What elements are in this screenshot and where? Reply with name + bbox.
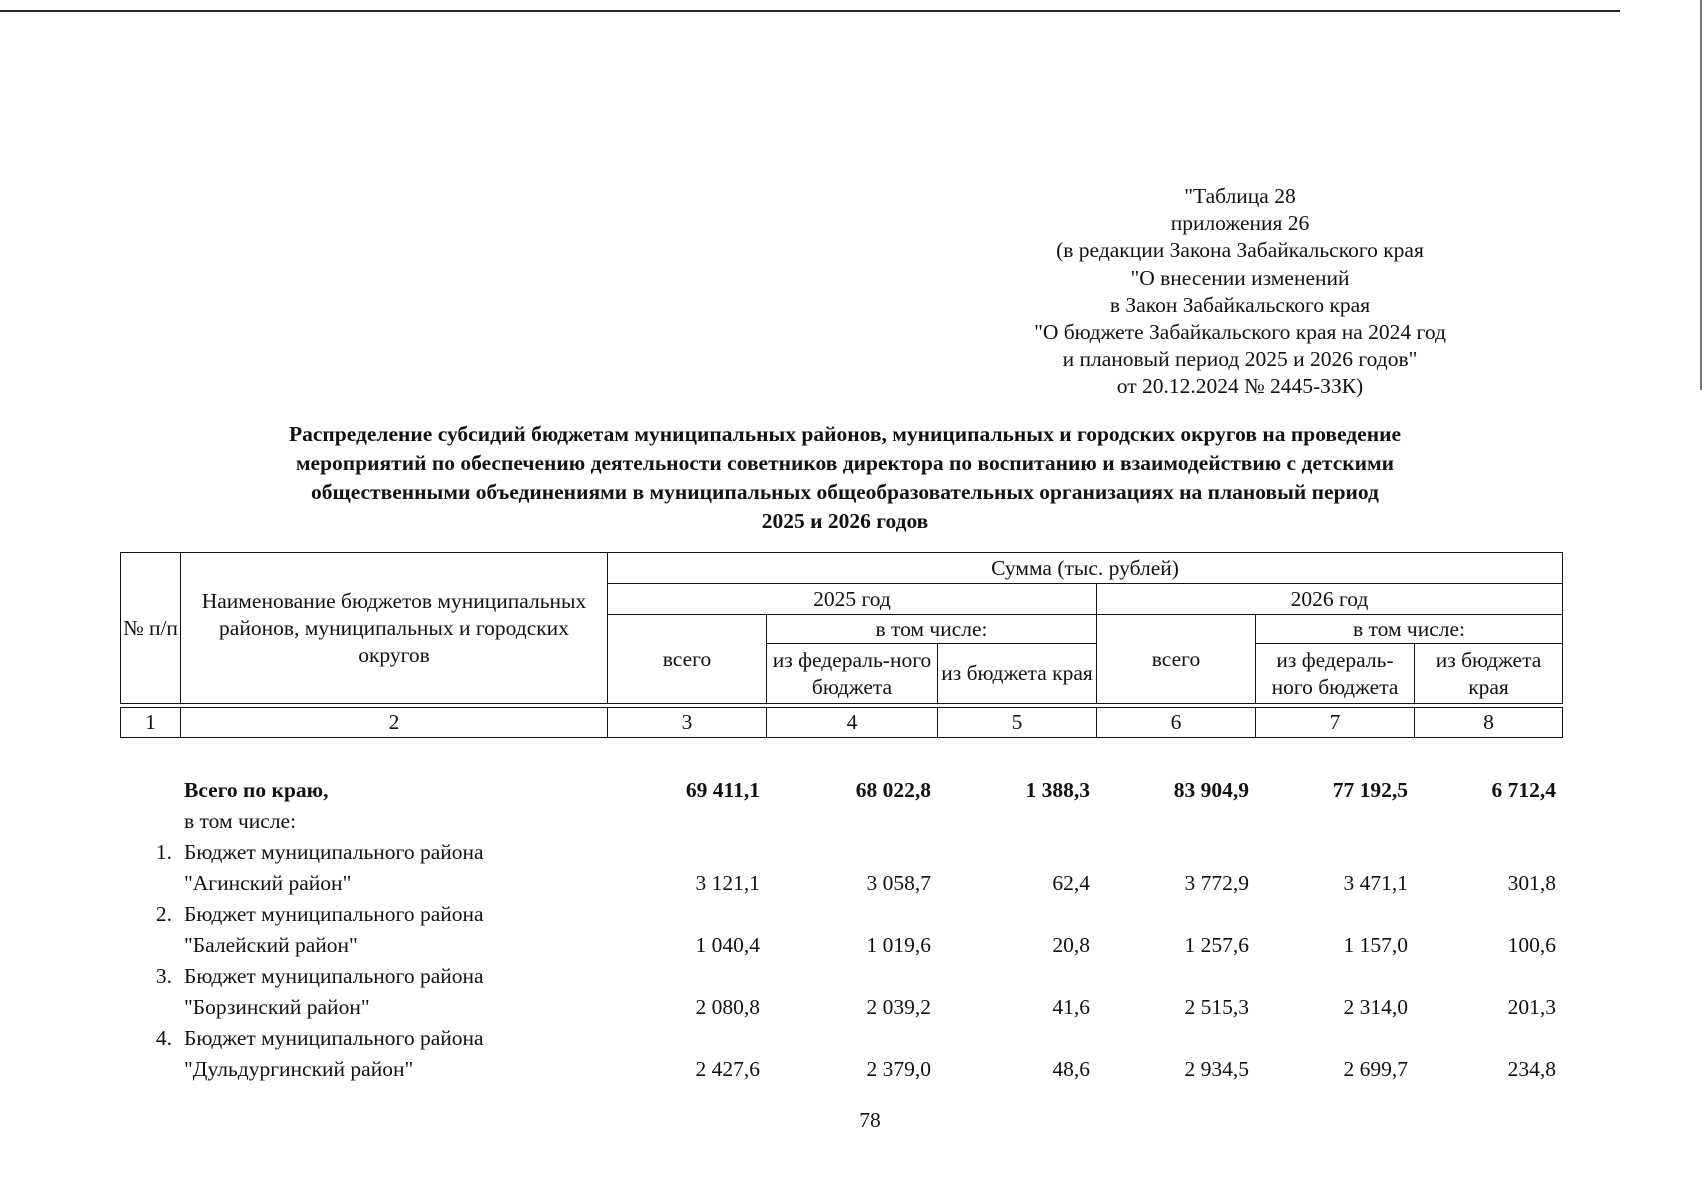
row-value: 301,8 [1507, 871, 1556, 895]
row-name-line1: Бюджет муниципального района [184, 902, 484, 926]
total-sublabel-row [120, 806, 1562, 837]
row-name-line1: Бюджет муниципального района [184, 840, 484, 864]
table-row [120, 1023, 1562, 1054]
header-note-line: "О бюджете Забайкальского края на 2024 год [1034, 320, 1446, 345]
table-row [120, 930, 1562, 961]
row-name-line2: "Агинский район" [184, 871, 352, 895]
row-value: 2 039,2 [866, 995, 931, 1019]
header-note-line: "О внесении изменений [1130, 265, 1350, 290]
col-header-name: Наименование бюджетов муниципальных районов, муниципальных и городских округов [181, 553, 608, 704]
header-note-line: от 20.12.2024 № 2445-ЗЗК) [1116, 374, 1364, 399]
col-header-federal-2025: из федераль-ного бюджета [767, 644, 938, 704]
row-value: 41,6 [1052, 995, 1090, 1019]
row-value: 2 515,3 [1184, 995, 1249, 1019]
table-header [120, 552, 1563, 738]
row-value: 1 157,0 [1343, 933, 1408, 957]
total-value: 77 192,5 [1332, 778, 1408, 802]
total-value: 68 022,8 [855, 778, 931, 802]
scan-edge [1700, 0, 1702, 390]
total-row [120, 775, 1562, 806]
table-row [120, 992, 1562, 1023]
row-index: 2. [155, 902, 172, 926]
including-2025-header: в том числе: [767, 615, 1097, 644]
row-value: 48,6 [1052, 1057, 1090, 1081]
year-2026-header: 2026 год [1097, 584, 1563, 615]
row-value: 2 934,5 [1184, 1057, 1249, 1081]
col-header-federal-2026: из федераль-ного бюджета [1256, 644, 1415, 704]
row-value: 62,4 [1052, 871, 1090, 895]
row-name-line2: "Балейский район" [184, 933, 358, 957]
total-value: 1 388,3 [1025, 778, 1090, 802]
year-2025-header: 2025 год [608, 584, 1097, 615]
column-number: 2 [181, 708, 608, 738]
row-value: 20,8 [1052, 933, 1090, 957]
row-value: 201,3 [1507, 995, 1556, 1019]
column-number: 1 [121, 708, 181, 738]
row-value: 1 257,6 [1184, 933, 1249, 957]
row-value: 1 040,4 [695, 933, 760, 957]
header-note-line: "Таблица 28 [1184, 184, 1296, 208]
column-number: 8 [1415, 708, 1563, 738]
column-number: 4 [767, 708, 938, 738]
row-index: 4. [155, 1026, 172, 1050]
row-value: 3 471,1 [1343, 871, 1408, 895]
table-body [120, 775, 1562, 1085]
table-row [120, 1054, 1562, 1085]
column-number: 3 [608, 708, 767, 738]
row-name-line2: "Дульдургинский район" [184, 1057, 414, 1081]
header-note-line: (в редакции Закона Забайкальского края [1056, 238, 1424, 263]
row-value: 2 314,0 [1343, 995, 1408, 1019]
header-note-line: и плановый период 2025 и 2026 годов" [1062, 347, 1418, 372]
row-value: 1 019,6 [866, 933, 931, 957]
top-rule [0, 10, 1620, 12]
title-line: 2025 и 2026 годов [761, 509, 929, 533]
total-sublabel: в том числе: [184, 809, 297, 833]
row-name-line1: Бюджет муниципального района [184, 1026, 484, 1050]
row-value: 3 058,7 [866, 871, 931, 895]
page-number: 78 [859, 1108, 881, 1132]
row-index: 3. [155, 964, 172, 988]
title-line: мероприятий по обеспечению деятельности советников директора по воспитанию и взаимодействию с детскими [295, 451, 1395, 475]
total-value: 83 904,9 [1173, 778, 1249, 802]
title-line: Распределение субсидий бюджетам муниципальных районов, муниципальных и городских округов на проведение [288, 422, 1402, 446]
col-header-region-2025: из бюджета края [938, 644, 1097, 704]
col-header-total-2025: всего [608, 615, 767, 704]
col-header-region-2026: из бюджета края [1415, 644, 1563, 704]
row-name-line2: "Борзинский район" [184, 995, 370, 1019]
col-header-total-2026: всего [1097, 615, 1256, 704]
column-numbers-row [121, 708, 1563, 738]
total-value: 6 712,4 [1491, 778, 1556, 802]
row-value: 2 427,6 [695, 1057, 760, 1081]
header-note-line: в Закон Забайкальского края [1109, 292, 1371, 317]
table-row [120, 868, 1562, 899]
column-number: 7 [1256, 708, 1415, 738]
row-value: 2 699,7 [1343, 1057, 1408, 1081]
row-value: 100,6 [1507, 933, 1556, 957]
row-index: 1. [155, 840, 172, 864]
header-note-line: приложения 26 [1170, 211, 1310, 236]
row-name-line1: Бюджет муниципального района [184, 964, 484, 988]
header-note [990, 183, 1490, 401]
row-value: 2 080,8 [695, 995, 760, 1019]
document-title [140, 420, 1550, 536]
column-number: 5 [938, 708, 1097, 738]
title-line: общественными объединениями в муниципальных общеобразовательных организациях на плановый период [311, 480, 1379, 504]
sum-header: Сумма (тыс. рублей) [608, 553, 1563, 584]
total-value: 69 411,1 [685, 778, 760, 802]
row-value: 2 379,0 [866, 1057, 931, 1081]
table-row [120, 961, 1562, 992]
including-2026-header: в том числе: [1256, 615, 1563, 644]
col-header-number: № п/п [121, 553, 181, 704]
column-number: 6 [1097, 708, 1256, 738]
table-row [120, 837, 1562, 868]
row-value: 234,8 [1507, 1057, 1556, 1081]
row-value: 3 121,1 [695, 871, 760, 895]
table-row [120, 899, 1562, 930]
total-label: Всего по краю, [184, 778, 329, 802]
row-value: 3 772,9 [1184, 871, 1249, 895]
